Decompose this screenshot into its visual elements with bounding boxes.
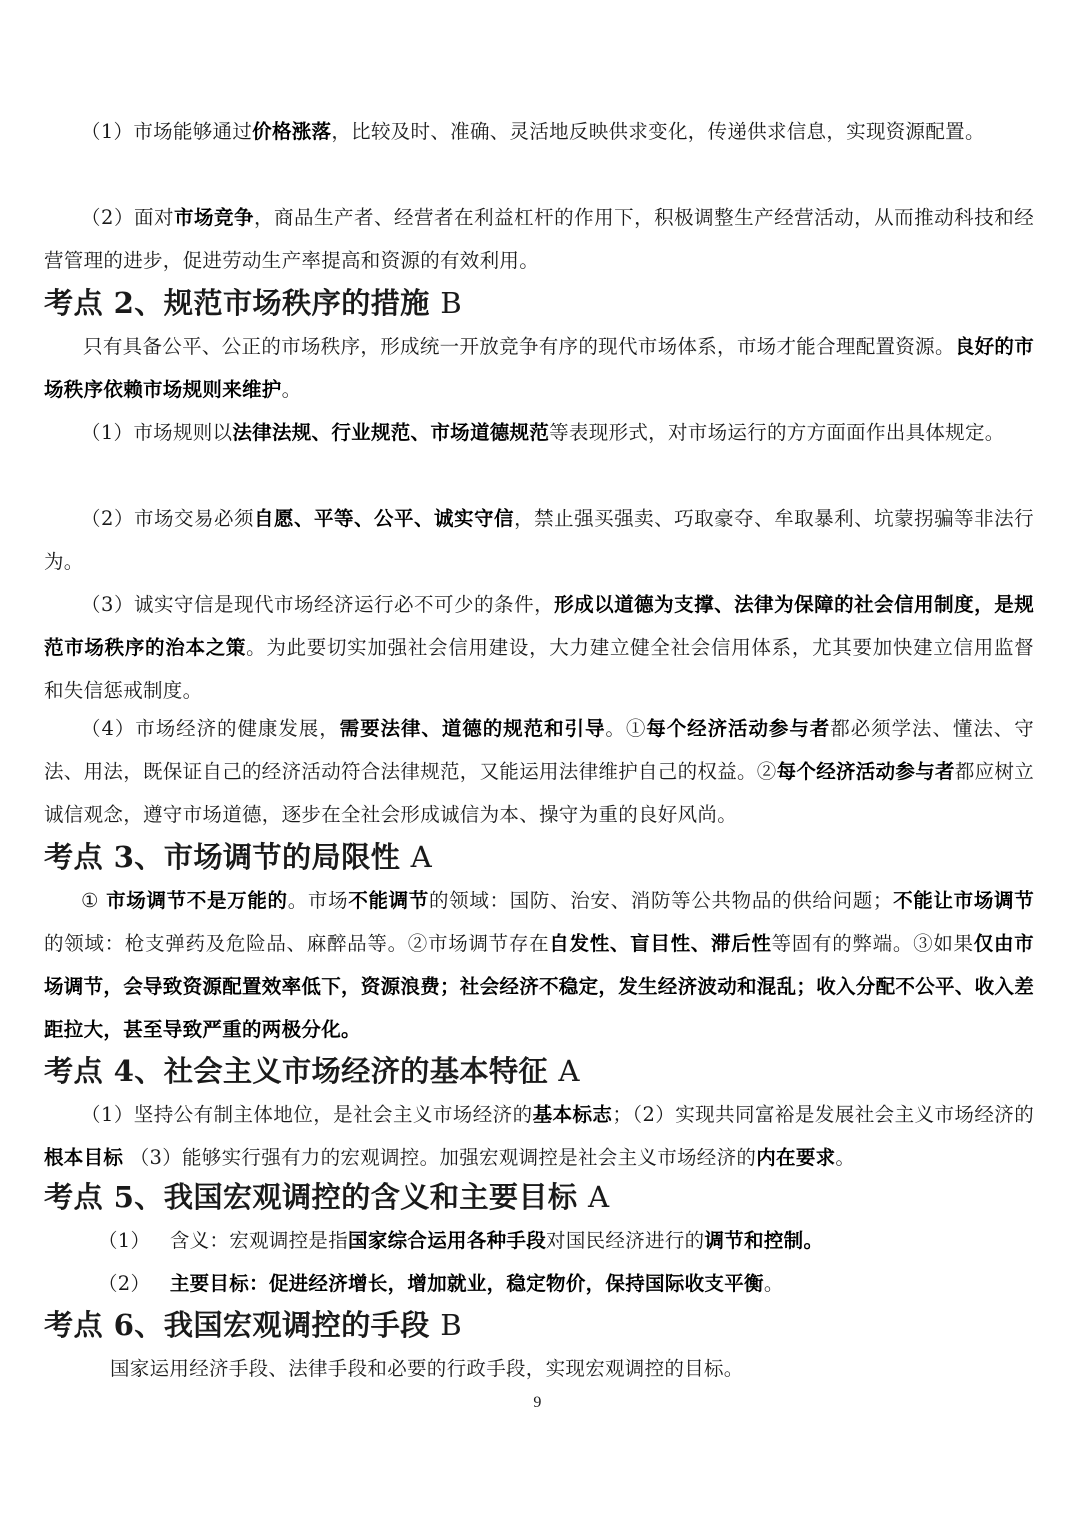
emphasis: 每个经济活动参与者 [776, 760, 955, 783]
heading-title: 考点 2、规范市场秩序的措施 [44, 286, 430, 320]
text: （3）能够实行强有力的宏观调控。加强宏观调控是社会主义市场经济的 [123, 1146, 757, 1169]
text: 对国民经济进行的 [546, 1229, 705, 1252]
text: 。① [605, 717, 647, 740]
text: ，商品生产者、经营者在利益杠杆的作用下，积极调整生产经营活动，从而推动科技和经营管理的进步，促进劳动生产率提高和资源的有效利用。 [44, 206, 1034, 272]
list-number: （1） [98, 1229, 151, 1252]
text: ；（2）实现共同富裕是发展社会主义市场经济的 [612, 1103, 1035, 1126]
heading-title: 考点 6、我国宏观调控的手段 [44, 1308, 430, 1342]
heading-level: B [440, 286, 463, 320]
paragraph-market-competition [44, 196, 1034, 282]
section-heading-2 [44, 282, 1034, 325]
emphasis: 需要法律、道德的规范和引导 [339, 717, 606, 740]
section-heading-4 [44, 1050, 1034, 1093]
emphasis: 形成以道德为支撑、法律为保障的社会信用制度，是规范市场秩序的治本之策 [44, 593, 1034, 659]
text: （1）市场规则以 [81, 421, 233, 444]
text: （2）面对 [81, 206, 174, 229]
text: （3）诚实守信是现代市场经济运行必不可少的条件， [81, 593, 555, 616]
paragraph-market-transactions [44, 497, 1034, 583]
text: ，禁止强买强卖、巧取豪夺、牟取暴利、坑蒙拐骗等非法行为。 [44, 507, 1034, 573]
heading-level: A [587, 1180, 610, 1214]
emphasis: 市场竞争 [173, 206, 255, 229]
emphasis: 仅由市场调节，会导致资源配置效率低下，资源浪费；社会经济不稳定，发生经济波动和混乱；收入分配不公平、收入差距拉大，甚至导致严重的两极分化。 [44, 932, 1035, 1041]
text: 都应树立诚信观念，遵守市场道德，逐步在全社会形成诚信为本、操守为重的良好风尚。 [44, 760, 1035, 826]
text: （1）坚持公有制主体地位，是社会主义市场经济的 [81, 1103, 533, 1126]
text: ，比较及时、准确、灵活地反映供求变化，传递供求信息，实现资源配置。 [331, 120, 985, 143]
text: 国家运用经济手段、法律手段和必要的行政手段，实现宏观调控的目标。 [110, 1357, 744, 1380]
paragraph-macro-control-means [44, 1347, 1034, 1390]
emphasis: 市场调节不是万能的 [106, 889, 288, 912]
text: 。为此要切实加强社会信用建设，大力建立健全社会信用体系，尤其要加快建立信用监督和失信惩戒制度。 [44, 636, 1034, 702]
emphasis: 法律法规、行业规范、市场道德规范 [232, 421, 550, 444]
text: （1）市场能够通过 [81, 120, 253, 143]
emphasis: 不能让市场调节 [892, 889, 1035, 912]
list-number: （2） [98, 1272, 151, 1295]
paragraph-market-order [44, 325, 1034, 411]
text: ① [81, 889, 107, 912]
section-heading-6 [44, 1304, 1034, 1347]
emphasis: 自发性、盲目性、滞后性 [549, 932, 772, 955]
paragraph-market-rules [44, 411, 1034, 454]
emphasis: 调节和控制。 [704, 1229, 824, 1252]
heading-title: 考点 4、社会主义市场经济的基本特征 [44, 1054, 548, 1088]
emphasis: 基本标志 [532, 1103, 613, 1126]
paragraph-law-and-morality [44, 707, 1034, 836]
text: 的领域：枪支弹药及危险品、麻醉品等。②市场调节存在 [44, 932, 550, 955]
heading-title: 考点 5、我国宏观调控的含义和主要目标 [44, 1180, 578, 1214]
emphasis: 价格涨落 [252, 120, 332, 143]
text: 含义：宏观调控是指 [169, 1229, 349, 1252]
text: 等表现形式，对市场运行的方方面面作出具体规定。 [549, 421, 1005, 444]
section-heading-3 [44, 836, 1034, 879]
text: 。市场 [287, 889, 349, 912]
text: 只有具备公平、公正的市场秩序，形成统一开放竞争有序的现代市场体系，市场才能合理配置资源。 [83, 335, 955, 358]
heading-level: B [440, 1308, 463, 1342]
emphasis: 每个经济活动参与者 [646, 717, 831, 740]
text: （4）市场经济的健康发展， [81, 717, 340, 740]
emphasis: 良好的市场秩序依赖市场规则来维护 [44, 335, 1035, 401]
text: 。 [281, 378, 302, 401]
paragraph-market-limitations [44, 879, 1034, 1051]
paragraph-market-price [44, 110, 1034, 153]
paragraph-credit-system [44, 583, 1034, 712]
paragraph-macro-control-meaning [44, 1219, 1034, 1262]
emphasis: 国家综合运用各种手段 [348, 1229, 547, 1252]
emphasis: 自愿、平等、公平、诚实守信 [254, 507, 515, 530]
text: 。 [763, 1272, 784, 1295]
text: 等固有的弊端。③如果 [771, 932, 974, 955]
text: 。 [835, 1146, 856, 1169]
section-heading-5 [44, 1176, 1034, 1219]
heading-level: A [410, 840, 433, 874]
heading-title: 考点 3、市场调节的局限性 [44, 840, 401, 874]
emphasis: 主要目标：促进经济增长，增加就业，稳定物价，保持国际收支平衡 [169, 1272, 764, 1295]
text: 的领域：国防、治安、消防等公共物品的供给问题； [428, 889, 893, 912]
emphasis: 内在要求 [756, 1146, 836, 1169]
emphasis: 根本目标 [44, 1146, 124, 1169]
emphasis: 不能调节 [348, 889, 429, 912]
text: 都必须学法、懂法、守法、用法，既保证自己的经济活动符合法律规范，又能运用法律维护自己的权益。② [44, 717, 1035, 783]
page-number: 9 [533, 1394, 542, 1411]
paragraph-macro-control-goals [44, 1262, 1034, 1305]
heading-level: A [558, 1054, 580, 1088]
paragraph-socialist-market-features [44, 1093, 1034, 1179]
text: （2）市场交易必须 [81, 507, 254, 530]
